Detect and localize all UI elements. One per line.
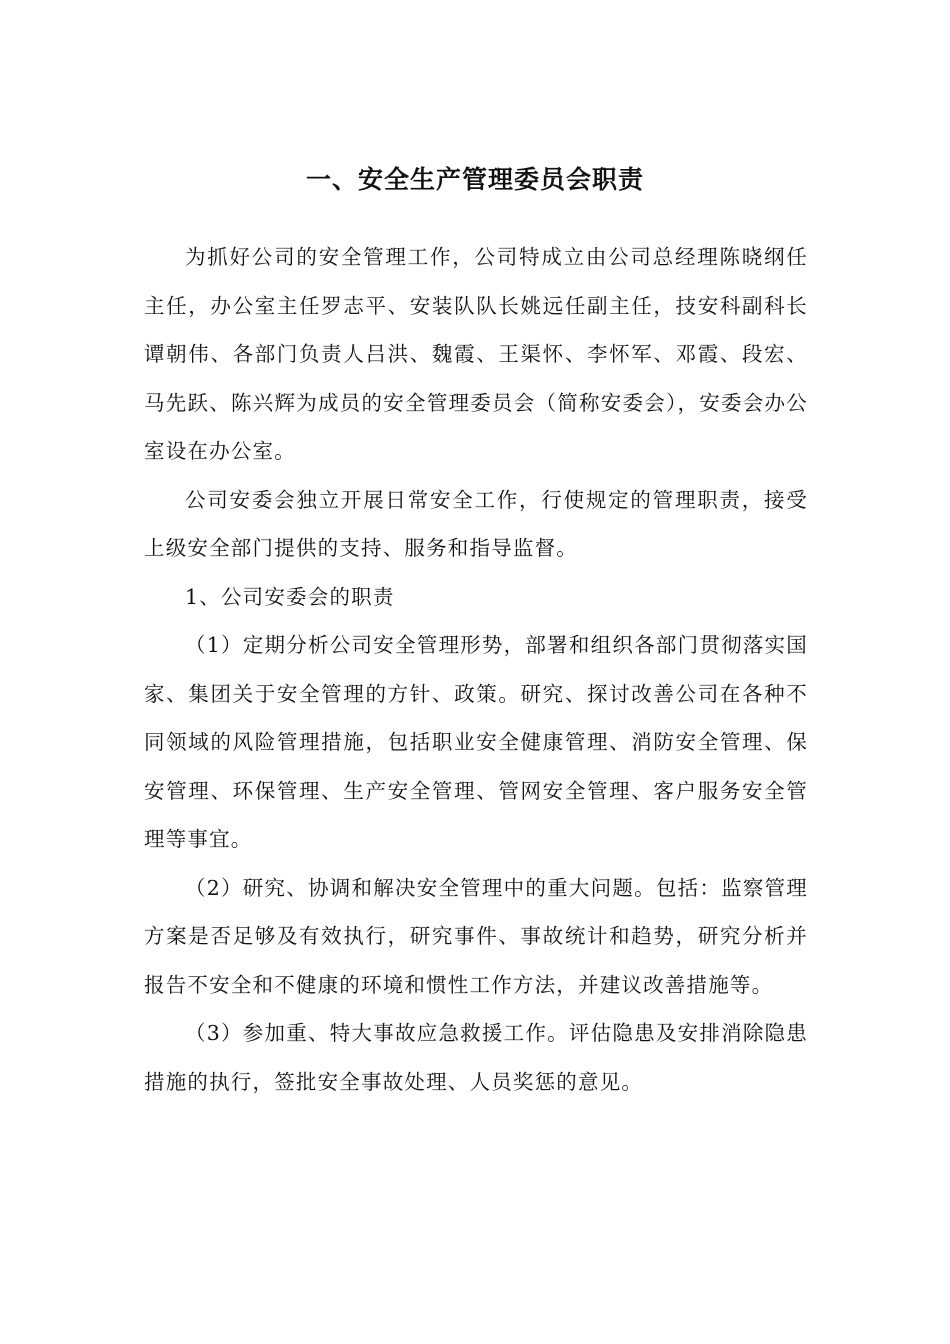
paragraph-duty-3: （3）参加重、特大事故应急救援工作。评估隐患及安排消除隐患措施的执行，签批安全事故处理、人员奖惩的意见。 — [144, 1021, 808, 1094]
paragraph-duty-2: （2）研究、协调和解决安全管理中的重大问题。包括：监察管理方案是否足够及有效执行，研究事件、事故统计和趋势，研究分析并报告不安全和不健康的环境和惯性工作方法，并建议改善措施等。 — [144, 875, 808, 997]
paragraph-duty-1: （1）定期分析公司安全管理形势，部署和组织各部门贯彻落实国家、集团关于安全管理的方针、政策。研究、探讨改善公司在各种不同领域的风险管理措施，包括职业安全健康管理、消防安全管理、保安管理、环保管理、生产安全管理、管网安全管理、客户服务安全管理等事宜。 — [144, 633, 808, 851]
paragraph-committee-composition: 为抓好公司的安全管理工作，公司特成立由公司总经理陈晓纲任主任，办公室主任罗志平、安装队队长姚远任副主任，技安科副科长谭朝伟、各部门负责人吕洪、魏霞、王渠怀、李怀军、邓霞、段宏、马先跃、陈兴辉为成员的安全管理委员会（简称安委会），安委会办公室设在办公室。 — [144, 245, 808, 463]
document-title: 一、安全生产管理委员会职责 — [305, 165, 644, 194]
section-heading-duties: 1、公司安委会的职责 — [185, 584, 395, 609]
document-body — [144, 233, 808, 1106]
paragraph-committee-operation: 公司安委会独立开展日常安全工作，行使规定的管理职责，接受上级安全部门提供的支持、服务和指导监督。 — [144, 487, 808, 560]
